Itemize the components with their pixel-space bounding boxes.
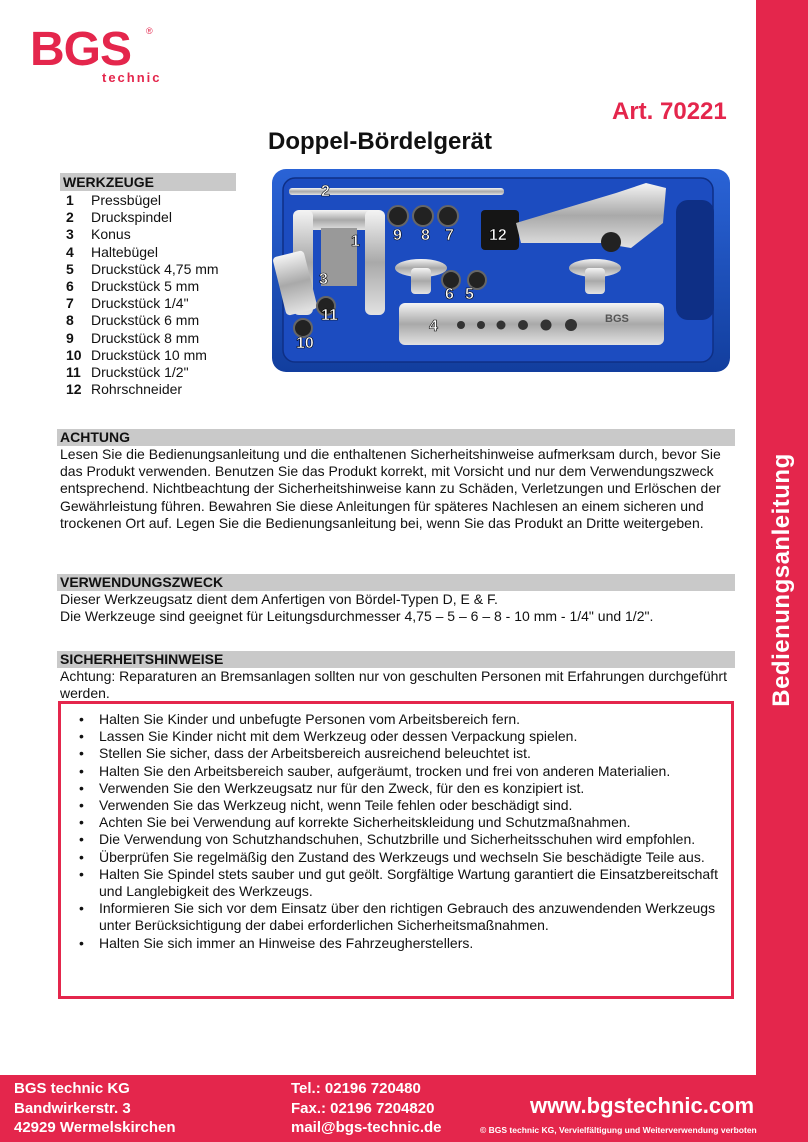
tool-item-number: 1	[66, 192, 74, 208]
safety-item-text: Halten Sie Kinder und unbefugte Personen vom Arbeitsbereich fern.	[99, 711, 521, 727]
tool-item-number: 2	[66, 209, 74, 226]
image-label-12: 12	[489, 227, 507, 244]
tool-item-number: 3	[66, 226, 74, 243]
tool-item-name: Druckstück 10 mm	[91, 346, 207, 363]
article-number: Art. 70221	[612, 98, 727, 125]
tool-list-heading: WERKZEUGE	[60, 173, 236, 191]
image-label-9: 9	[393, 227, 402, 244]
tool-item	[60, 381, 236, 398]
footer-website[interactable]: www.bgstechnic.com	[530, 1093, 755, 1118]
tool-item	[60, 261, 236, 278]
bullet-icon: •	[79, 900, 84, 917]
tool-item	[60, 347, 236, 364]
footer-street: Bandwirkerstr. 3	[14, 1099, 131, 1117]
safety-item	[73, 866, 721, 900]
safety-item-text: Verwenden Sie das Werkzeug nicht, wenn Teile fehlen oder beschädigt sind.	[99, 797, 573, 814]
tool-item-name: Druckstück 4,75 mm	[91, 260, 219, 277]
footer-fax: Fax.: 02196 7204820	[291, 1099, 435, 1117]
bullet-icon: •	[79, 934, 84, 951]
purpose-heading: VERWENDUNGSZWECK	[57, 574, 735, 591]
safety-item	[73, 711, 721, 728]
image-label-2: 2	[321, 183, 330, 200]
safety-intro: Achtung: Reparaturen an Bremsanlagen sollten nur von geschulten Personen mit Erfahrungen durchgeführt werden.	[60, 668, 727, 702]
image-label-8: 8	[421, 227, 430, 244]
tool-list	[60, 173, 236, 398]
purpose-line-2: Die Werkzeuge sind geeignet für Leitungsdurchmesser 4,75 – 5 – 6 – 8 - 10 mm - 1/4" und 1/2".	[60, 608, 654, 625]
bullet-icon: •	[79, 779, 84, 796]
image-label-10: 10	[296, 335, 314, 352]
safety-item	[73, 745, 721, 762]
safety-item-text: Halten Sie Spindel stets sauber und gut geölt. Sorgfältige Wartung garantiert die Einsatzbereitschaft und Langlebigkeit des Werkzeugs.	[99, 865, 718, 900]
bullet-icon: •	[79, 797, 84, 814]
tool-item-number: 4	[66, 243, 74, 260]
footer-contact	[291, 1079, 442, 1138]
image-label-4: 4	[429, 318, 438, 335]
logo-word: BGS	[30, 23, 132, 76]
side-label: Bedienungsanleitung	[768, 453, 795, 707]
tool-list-items	[60, 192, 236, 398]
safety-item-text: Informieren Sie sich vor dem Einsatz über den richtigen Gebrauch des anzuwendenden Werkzeugs unter Berücksichtigung der dabei erforderlichen Sicherheitsmaßnahmen.	[99, 900, 716, 934]
tool-item	[60, 364, 236, 381]
safety-list	[73, 711, 721, 952]
safety-item-text: Stellen Sie sicher, dass der Arbeitsbereich ausreichend beleuchtet ist.	[99, 745, 531, 762]
safety-item	[73, 900, 721, 934]
tool-item-number: 10	[66, 346, 82, 363]
tool-item-number: 5	[66, 260, 74, 277]
purpose-text	[60, 591, 735, 625]
safety-item	[73, 728, 721, 745]
safety-item	[73, 935, 721, 952]
tool-item-number: 12	[66, 381, 82, 398]
bgs-logo	[30, 22, 160, 84]
safety-item	[73, 831, 721, 848]
bullet-icon: •	[79, 865, 84, 882]
tool-item-number: 11	[66, 364, 81, 381]
page-title: Doppel-Bördelgerät	[268, 128, 493, 155]
tool-item-name: Haltebügel	[91, 243, 158, 260]
safety-item-text: Lassen Sie Kinder nicht mit dem Werkzeug oder dessen Verpackung spielen.	[99, 728, 578, 745]
achtung-text: Lesen Sie die Bedienungsanleitung und die enthaltenen Sicherheitshinweise aufmerksam durch, bevor Sie das Produkt verwenden. Benutzen Sie das Produkt korrekt, mit Vorsicht und nur dem Verwendungszweck entsprechend. Nichtbeachtung der Sicherheitshinweise kann zu Schäden, Verletzungen und Erlöschen der Gewährleistung führen. Bewahren Sie diese Anleitungen für späteres Nachlesen an einem sicheren und trockenen Ort auf. Legen Sie die Bedienungsanleitung bei, wenn Sie das Produkt an Dritte weitergeben.	[60, 446, 721, 531]
image-label-11: 11	[321, 307, 338, 324]
tool-item	[60, 295, 236, 312]
tool-item-number: 9	[66, 329, 74, 346]
tool-item-name: Druckspindel	[91, 209, 172, 226]
logo-registered: ®	[146, 26, 153, 36]
tool-item-name: Druckstück 1/2"	[91, 364, 189, 381]
tool-item-name: Konus	[91, 226, 131, 243]
tool-case-image	[271, 168, 731, 373]
image-label-3: 3	[319, 271, 328, 288]
safety-item-text: Halten Sie sich immer an Hinweise des Fahrzeugherstellers.	[99, 934, 474, 951]
image-label-5: 5	[465, 286, 474, 303]
tool-item	[60, 192, 236, 209]
tool-item-number: 7	[66, 295, 74, 312]
purpose-line-1: Dieser Werkzeugsatz dient dem Anfertigen von Bördel-Typen D, E & F.	[60, 591, 498, 607]
image-brand-mark: BGS	[605, 313, 629, 325]
footer-company: BGS technic KG	[14, 1080, 130, 1097]
footer-address	[14, 1079, 176, 1138]
bullet-icon: •	[79, 711, 84, 727]
tool-item	[60, 226, 236, 243]
footer	[0, 1075, 808, 1142]
case-handle-slot	[676, 200, 714, 320]
safety-item	[73, 780, 721, 797]
tool-item-name: Druckstück 1/4"	[91, 295, 189, 312]
safety-item-text: Halten Sie den Arbeitsbereich sauber, aufgeräumt, trocken und frei von anderen Materialien.	[99, 762, 671, 779]
bullet-icon: •	[79, 762, 84, 779]
image-label-6: 6	[445, 286, 454, 303]
footer-mail[interactable]: mail@bgs-technic.de	[291, 1119, 442, 1136]
tool-item-name: Druckstück 6 mm	[91, 312, 200, 329]
tool-item	[60, 209, 236, 226]
tool-item-name: Pressbügel	[91, 192, 162, 208]
logo-subtitle: technic	[102, 70, 162, 85]
footer-tel: Tel.: 02196 720480	[291, 1080, 421, 1097]
bullet-icon: •	[79, 831, 84, 848]
tool-item	[60, 312, 236, 329]
tool-item	[60, 330, 236, 347]
tool-item-name: Rohrschneider	[91, 381, 183, 398]
safety-item-text: Achten Sie bei Verwendung auf korrekte Sicherheitskleidung und Schutzmaßnahmen.	[99, 814, 631, 831]
safety-heading: SICHERHEITSHINWEISE	[57, 651, 735, 668]
tool-item	[60, 244, 236, 261]
bullet-icon: •	[79, 848, 84, 865]
safety-item	[73, 814, 721, 831]
bullet-icon: •	[79, 814, 84, 831]
bullet-icon: •	[79, 728, 84, 745]
safety-item-text: Die Verwendung von Schutzhandschuhen, Schutzbrille und Sicherheitsschuhen wird empfohlen.	[99, 831, 696, 848]
tool-item-name: Druckstück 8 mm	[91, 329, 200, 346]
safety-item	[73, 849, 721, 866]
tool-item-number: 6	[66, 278, 74, 295]
image-label-1: 1	[351, 233, 360, 250]
tool-item-name: Druckstück 5 mm	[91, 278, 200, 295]
safety-item	[73, 763, 721, 780]
tool-item	[60, 278, 236, 295]
safety-item	[73, 797, 721, 814]
image-label-7: 7	[445, 227, 454, 244]
bullet-icon: •	[79, 745, 84, 762]
safety-item-text: Verwenden Sie den Werkzeugsatz nur für den Zweck, für den es konzipiert ist.	[99, 779, 585, 796]
footer-copyright: © BGS technic KG, Vervielfältigung und Weiterverwendung verboten	[480, 1125, 757, 1135]
safety-notes-box	[58, 701, 734, 999]
achtung-heading: ACHTUNG	[57, 429, 735, 446]
safety-item-text: Überprüfen Sie regelmäßig den Zustand des Werkzeugs und wechseln Sie beschädigte Teile aus.	[99, 848, 705, 865]
tool-item-number: 8	[66, 312, 74, 329]
footer-city: 42929 Wermelskirchen	[14, 1119, 176, 1136]
